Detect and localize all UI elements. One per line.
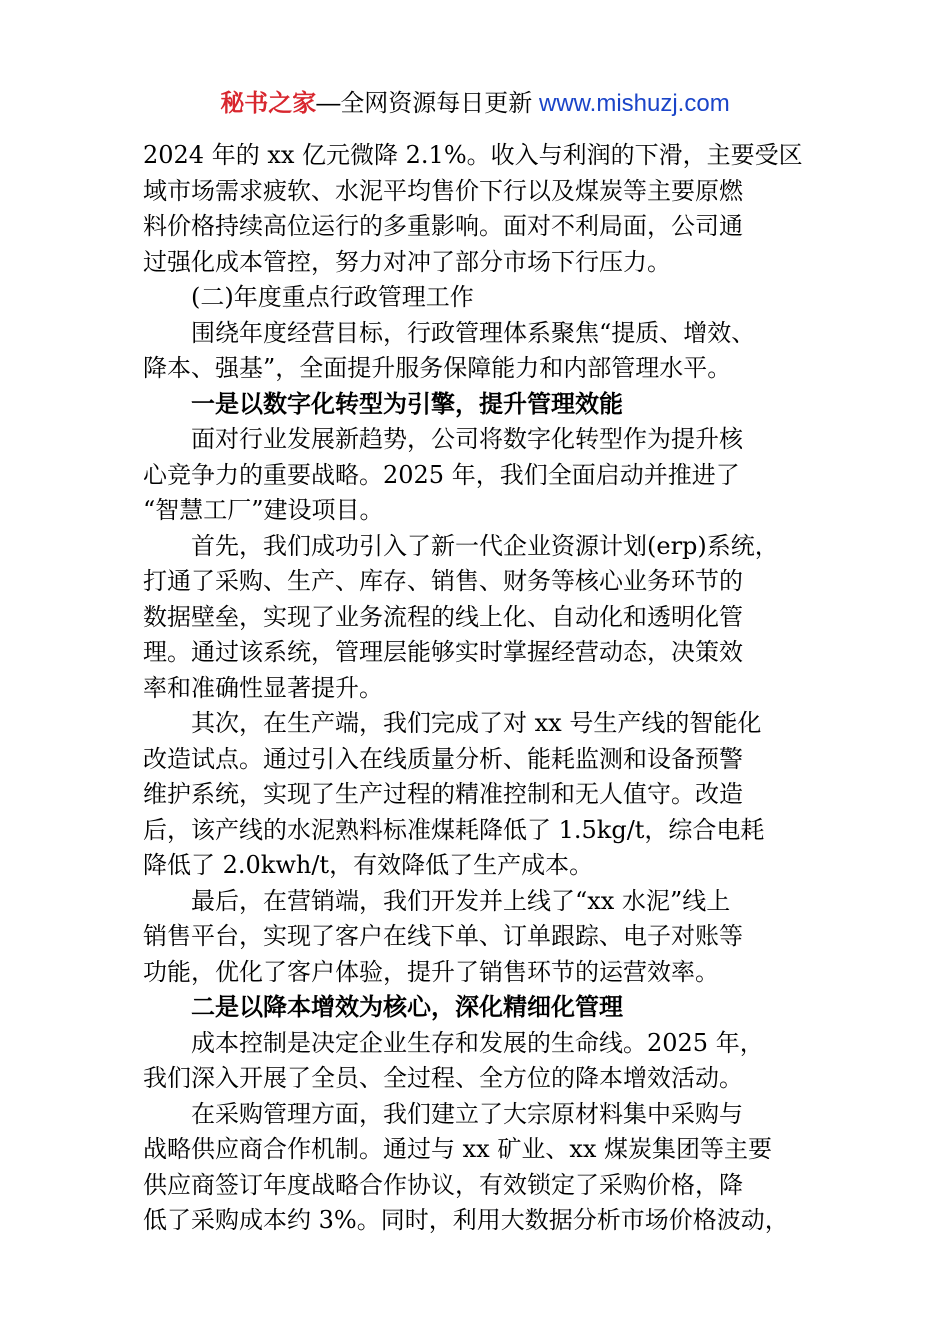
text-line: 率和准确性显著提升。 — [143, 673, 383, 702]
text-line: 过强化成本管控，努力对冲了部分市场下行压力。 — [143, 247, 671, 276]
text-line: “智慧工厂”建设项目。 — [143, 496, 384, 524]
text-line: 降低了 2.0kwh/t，有效降低了生产成本。 — [143, 851, 594, 879]
subsection-heading: 二是以降本增效为核心，深化精细化管理 — [191, 993, 623, 1021]
site-header — [0, 86, 950, 122]
subsection-heading: 一是以数字化转型为引擎，提升管理效能 — [191, 389, 623, 418]
text-line: 降本、强基”，全面提升服务保障能力和内部管理水平。 — [143, 354, 732, 382]
document-body — [143, 138, 823, 1239]
text-line: 面对行业发展新趋势，公司将数字化转型作为提升核 — [191, 425, 743, 453]
text-line: 成本控制是决定企业生存和发展的生命线。2025 年， — [191, 1028, 764, 1057]
text-line: 战略供应商合作机制。通过与 xx 矿业、xx 煤炭集团等主要 — [143, 1135, 773, 1163]
text-line: 我们深入开展了全员、全过程、全方位的降本增效活动。 — [143, 1064, 743, 1092]
text-line: 改造试点。通过引入在线质量分析、能耗监测和设备预警 — [143, 744, 743, 773]
text-line: 供应商签订年度战略合作协议，有效锁定了采购价格，降 — [143, 1170, 743, 1199]
text-line: 打通了采购、生产、库存、销售、财务等核心业务环节的 — [143, 567, 743, 595]
site-url-link[interactable]: www.mishuzj.com — [538, 90, 730, 117]
text-line: 理。通过该系统，管理层能够实时掌握经营动态，决策效 — [143, 638, 743, 666]
text-line: 在采购管理方面，我们建立了大宗原材料集中采购与 — [191, 1099, 743, 1128]
text-line: 围绕年度经营目标，行政管理体系聚焦“提质、增效、 — [191, 318, 756, 347]
header-tagline: —全网资源每日更新 — [316, 90, 539, 117]
text-line: 首先，我们成功引入了新一代企业资源计划(erp)系统， — [191, 531, 779, 560]
text-line: 其次，在生产端，我们完成了对 xx 号生产线的智能化 — [191, 709, 762, 737]
text-line: 域市场需求疲软、水泥平均售价下行以及煤炭等主要原燃 — [143, 176, 743, 205]
text-line: 维护系统，实现了生产过程的精准控制和无人值守。改造 — [143, 780, 743, 808]
text-line: 后，该产线的水泥熟料标准煤耗降低了 1.5kg/t，综合电耗 — [143, 815, 765, 844]
text-line: 销售平台，实现了客户在线下单、订单跟踪、电子对账等 — [143, 922, 743, 950]
text-line: 心竞争力的重要战略。2025 年，我们全面启动并推进了 — [143, 460, 740, 489]
brand-name: 秘书之家 — [220, 90, 317, 117]
section-heading: (二)年度重点行政管理工作 — [191, 283, 474, 311]
text-line: 功能，优化了客户体验，提升了销售环节的运营效率。 — [143, 957, 719, 986]
text-line: 料价格持续高位运行的多重影响。面对不利局面，公司通 — [143, 212, 743, 240]
text-line: 最后，在营销端，我们开发并上线了“xx 水泥”线上 — [191, 886, 731, 915]
text-line: 数据壁垒，实现了业务流程的线上化、自动化和透明化管 — [143, 602, 743, 631]
text-line: 低了采购成本约 3%。同时，利用大数据分析市场价格波动， — [143, 1206, 789, 1234]
text-line: 2024 年的 xx 亿元微降 2.1%。收入与利润的下滑，主要受区 — [143, 141, 803, 169]
